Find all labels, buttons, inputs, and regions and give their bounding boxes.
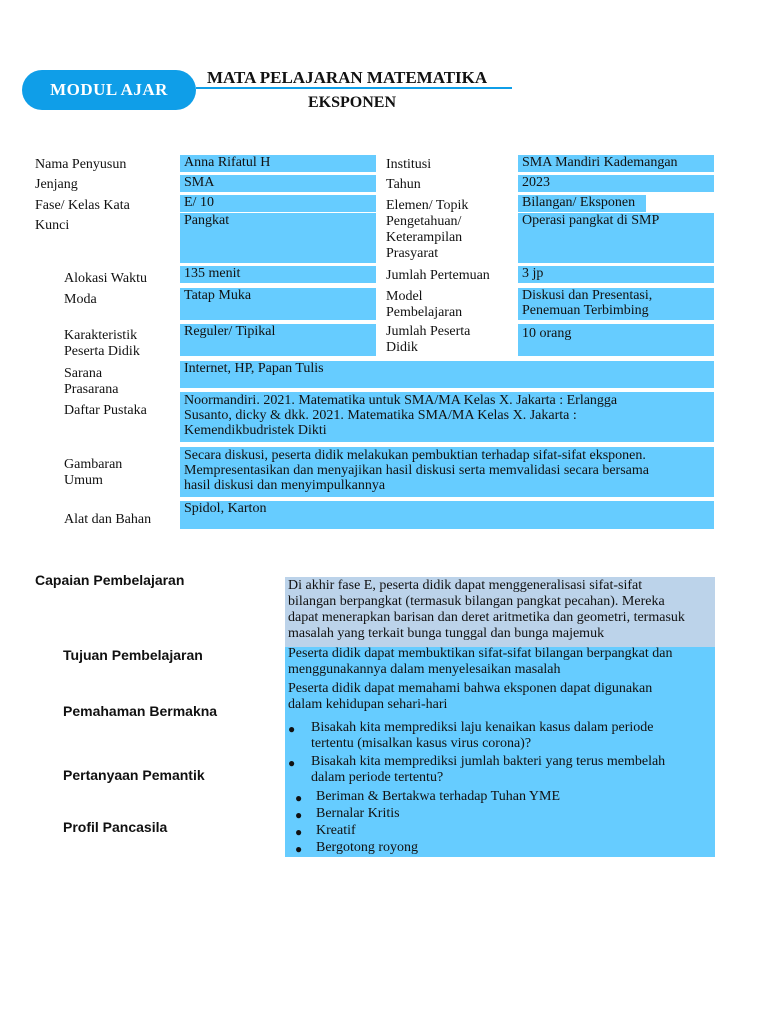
pertanyaan-item-1-line-2: tertentu (misalkan kasus virus corona)? [311,736,532,751]
moda-label: Moda [64,292,97,307]
kunci-value: Pangkat [180,213,376,263]
capaian-label: Capaian Pembelajaran [35,572,185,588]
jumlah-peserta-label-1: Jumlah Peserta [386,324,471,339]
tujuan-line-2: menggunakannya dalam menyelesaikan masalah [288,662,561,677]
pemahaman-text [288,681,652,713]
pemahaman-line-2: dalam kehidupan sehari-hari [288,697,448,712]
pustaka-value-1: Noormandiri. 2021. Matematika untuk SMA/MA Kelas X. Jakarta : Erlangga [184,393,618,408]
pertanyaan-item-1-line-1: Bisakah kita memprediksi laju kenaikan kasus dalam periode [311,720,654,735]
pertanyaan-item-2 [311,754,665,786]
tahun-value: 2023 [518,175,714,192]
gambaran-label-2: Umum [64,473,103,488]
model-value-1: Diskusi dan Presentasi, [522,288,653,303]
pemahaman-line-1: Peserta didik dapat memahami bahwa eksponen dapat digunakan [288,681,653,696]
tujuan-line-1: Peserta didik dapat membuktikan sifat-sifat bilangan berpangkat dan [288,646,673,661]
pustaka-value-2: Susanto, dicky & dkk. 2021. Matematika SMA/MA Kelas X. Jakarta : [184,408,577,423]
profil-item-3: Kreatif [316,823,356,838]
profil-bullet-icon-1: ● [295,791,303,805]
alokasi-value: 135 menit [180,266,376,283]
pertanyaan-item-1 [311,720,654,752]
tahun-label: Tahun [386,177,421,192]
sarana-label [64,366,118,398]
jumlah-peserta-value: 10 orang [518,324,714,356]
karakteristik-label-2: Peserta Didik [64,344,140,359]
kunci-label: Kunci [35,218,70,233]
model-label [386,289,462,321]
capaian-line-4: masalah yang terkait bunga tunggal dan bunga majemuk [288,626,605,641]
pertanyaan-item-2-line-1: Bisakah kita memprediksi jumlah bakteri yang terus membelah [311,754,666,769]
profil-item-2: Bernalar Kritis [316,806,400,821]
prasyarat-label-2: Keterampilan [386,230,463,245]
pustaka-value-3: Kemendikbudristek Dikti [184,423,327,438]
prasyarat-label-3: Prasyarat [386,246,439,261]
profil-item-4: Bergotong royong [316,840,419,855]
gambaran-value [180,447,714,497]
pertanyaan-label: Pertanyaan Pemantik [63,767,205,783]
capaian-line-3: dapat menerapkan barisan dan deret aritmetika dan geometri, termasuk [288,610,685,625]
pustaka-value [180,392,714,442]
prasyarat-label [386,214,462,262]
institusi-label: Institusi [386,157,432,172]
gambaran-value-2: Mempresentasikan dan menyajikan hasil diskusi serta memvalidasi secara bersama [184,463,649,478]
profil-bullet-icon-3: ● [295,825,303,839]
jumlah-pertemuan-label: Jumlah Pertemuan [386,268,490,283]
title-underline [196,87,512,89]
jenjang-value: SMA [180,175,376,192]
tujuan-label: Tujuan Pembelajaran [63,647,203,663]
alokasi-label: Alokasi Waktu [64,271,147,286]
prasyarat-value: Operasi pangkat di SMP [518,213,714,263]
karakteristik-value: Reguler/ Tipikal [180,324,376,356]
sarana-value: Internet, HP, Papan Tulis [180,361,714,388]
fase-label: Fase/ Kelas Kata [35,198,130,213]
pustaka-label: Daftar Pustaka [64,403,147,418]
prasyarat-label-1: Pengetahuan/ [386,214,462,229]
profil-bullet-icon-2: ● [295,808,303,822]
elemen-label: Elemen/ Topik [386,198,469,213]
institusi-value: SMA Mandiri Kademangan [518,155,714,172]
moda-value: Tatap Muka [180,288,376,320]
karakteristik-label [64,328,140,360]
fase-value: E/ 10 [180,195,376,212]
capaian-line-1: Di akhir fase E, peserta didik dapat menggeneralisasi sifat-sifat [288,578,643,593]
alat-value: Spidol, Karton [180,501,714,529]
gambaran-label [64,457,122,489]
nama-penyusun-label: Nama Penyusun [35,157,127,172]
capaian-line-2: bilangan berpangkat (termasuk bilangan pangkat pecahan). Mereka [288,594,665,609]
nama-penyusun-value: Anna Rifatul H [180,155,376,172]
tujuan-text [288,646,673,678]
profil-label: Profil Pancasila [63,819,168,835]
model-value [518,288,714,320]
sarana-label-2: Prasarana [64,382,119,397]
jumlah-peserta-label-2: Didik [386,340,418,355]
page-subtitle: EKSPONEN [308,94,397,111]
jumlah-peserta-label [386,324,470,356]
pertanyaan-bullet-icon-2: ● [288,756,296,770]
capaian-text [288,578,685,642]
jumlah-pertemuan-value: 3 jp [518,266,714,283]
elemen-value: Bilangan/ Eksponen [518,195,646,212]
alat-label: Alat dan Bahan [64,512,152,527]
model-label-1: Model [386,289,423,304]
model-label-2: Pembelajaran [386,305,463,320]
profil-item-1: Beriman & Bertakwa terhadap Tuhan YME [316,789,561,804]
page-title: MATA PELAJARAN MATEMATIKA [207,68,488,87]
sarana-label-1: Sarana [64,366,103,381]
profil-bullet-icon-4: ● [295,842,303,856]
jenjang-label: Jenjang [35,177,78,192]
gambaran-value-3: hasil diskusi dan menyimpulkannya [184,478,386,493]
karakteristik-label-1: Karakteristik [64,328,138,343]
modul-ajar-badge: MODUL AJAR [22,70,196,110]
pemahaman-label: Pemahaman Bermakna [63,703,218,719]
model-value-2: Penemuan Terbimbing [522,303,649,318]
pertanyaan-item-2-line-2: dalam periode tertentu? [311,770,444,785]
gambaran-label-1: Gambaran [64,457,123,472]
gambaran-value-1: Secara diskusi, peserta didik melakukan pembuktian terhadap sifat-sifat eksponen. [184,448,646,463]
pertanyaan-bullet-icon-1: ● [288,722,296,736]
